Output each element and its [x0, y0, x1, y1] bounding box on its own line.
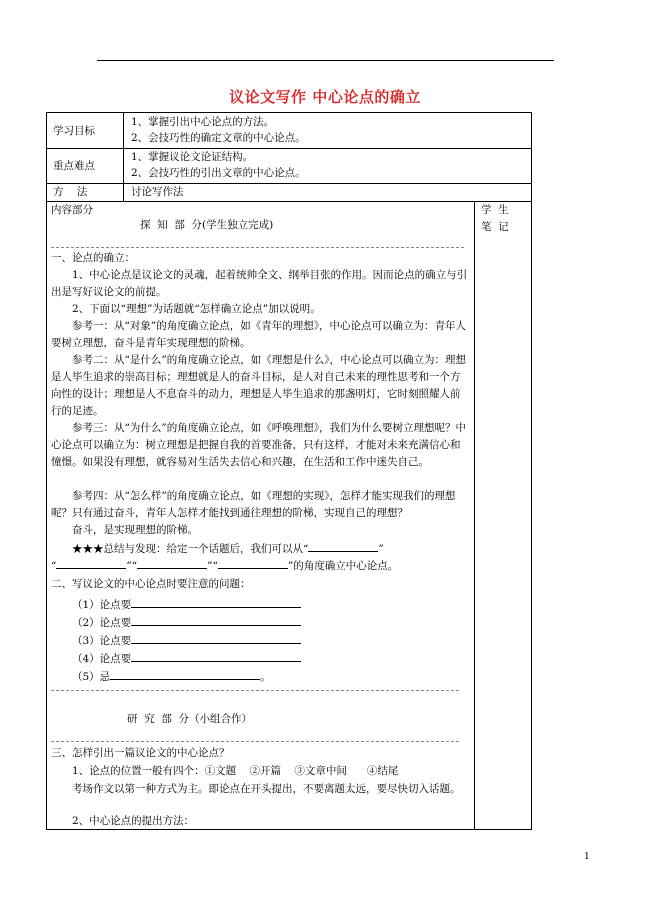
blank-field[interactable]: [137, 556, 207, 569]
blank-item: （3）论点要: [72, 631, 301, 649]
paragraph: 2、中心论点的提出方法：: [72, 815, 195, 827]
summary-quote: “: [51, 560, 57, 572]
section-separator: [51, 690, 459, 691]
blank-field[interactable]: [56, 556, 126, 569]
section-3-heading: 三、怎样引出一篇议论文的中心论点？: [51, 747, 230, 759]
notes-label-2: 笔 记: [481, 221, 509, 233]
blank-field[interactable]: [308, 539, 378, 552]
blank-field[interactable]: [131, 649, 301, 662]
method-value: 讨论写作法: [131, 186, 184, 198]
label-column-divider: [123, 113, 124, 201]
summary-line-2: [51, 556, 398, 574]
reference-2: 参考二：从“是什么”的角度确立论点，如《理想是什么》，中心论点可以确立为：理想是人毕生追求的崇高目标；理想就是人的奋斗目标，是人对自己未来的理性思考和一个方向性的设计；理想是人不息奋斗的动力，理想是人毕生追求的那盏明灯，它时刻照耀人前行的足迹。: [51, 354, 466, 417]
explore-heading: 探 知 部 分(学生独立完成): [140, 219, 274, 231]
reference-1: 参考一：从“对象”的角度确立论点，如《青年的理想》，中心论点可以确立为：青年人要树立理想，奋斗是青年实现理想的阶梯。: [51, 320, 466, 349]
paragraph: 1、中心论点是议论文的灵魂，起着统帅全文、纲举目张的作用。因而论点的确立与引出是写好议论文的前提。: [51, 269, 468, 298]
blank-item: （4）论点要: [72, 649, 301, 667]
section-separator: [51, 741, 459, 742]
header-rule: [97, 60, 554, 61]
content-label: 内容部分: [51, 204, 93, 216]
reference-4-conclusion: 奋斗，是实现理想的阶梯。: [72, 524, 198, 536]
row-divider: [47, 183, 531, 184]
key-label: 重点难点: [53, 160, 95, 172]
summary-quote: ”“: [126, 560, 138, 572]
paragraph: 考场作文以第一种方式为主。即论点在开头提出，不要离题太远，要尽快切入话题。: [72, 783, 461, 795]
research-heading: 研 究 部 分（小组合作）: [127, 713, 253, 725]
key-item-2: 2、会技巧性的引出文章的中心论点。: [131, 167, 306, 179]
blank-field[interactable]: [131, 613, 301, 626]
page-number: 1: [584, 852, 590, 862]
row-divider: [47, 148, 531, 149]
lesson-table: [46, 112, 532, 830]
paragraph: 1、论点的位置一般有四个：①文题 ②开篇 ③文章中间 ④结尾: [72, 765, 399, 777]
blank-item: （5）忌 。: [72, 667, 271, 685]
summary-text: ”的角度确立中心论点。: [287, 560, 399, 572]
blank-field[interactable]: [218, 556, 288, 569]
goal-label: 学习目标: [53, 125, 95, 137]
page-title: 议论文写作 中心论点的确立: [229, 88, 421, 106]
summary-quote: ”: [378, 543, 384, 555]
notes-column-divider: [474, 201, 475, 829]
goal-item-1: 1、掌握引出中心论点的方法。: [131, 116, 275, 128]
blank-item: （1）论点要: [72, 595, 301, 613]
notes-label-1: 学 生: [481, 204, 509, 216]
summary-quote: ”“: [207, 560, 218, 572]
summary-line-1: [72, 539, 384, 557]
goal-item-2: 2、会技巧性的确定文章的中心论点。: [131, 132, 306, 144]
blank-field[interactable]: [131, 631, 301, 644]
blank-item: （2）论点要: [72, 613, 301, 631]
reference-3: 参考三：从“为什么”的角度确立论点，如《呼唤理想》，我们为什么要树立理想呢？中心论点可以确立为：树立理想是把握自我的首要准备，只有这样，才能对未来充满信心和憧憬。如果没有理想，就容易对生活失去信心和兴趣，在生活和工作中迷失自己。: [51, 422, 466, 468]
reference-4: 参考四：从“怎么样”的角度确立论点，如《理想的实现》，怎样才能实现我们的理想呢？只有通过奋斗，青年人怎样才能找到通往理想的阶梯，实现自己的理想？: [51, 490, 456, 519]
method-label: 方 法: [53, 186, 88, 198]
section-2-heading: 二、写议论文的中心论点时要注意的问题：: [51, 578, 251, 590]
paragraph: 2、下面以“理想”为话题就“怎样确立论点”加以说明。: [72, 303, 321, 315]
blank-field[interactable]: [110, 667, 260, 680]
key-item-1: 1、掌握议论文论证结构。: [131, 151, 254, 163]
row-divider: [47, 201, 531, 202]
section-separator: [51, 247, 464, 248]
blank-field[interactable]: [131, 595, 301, 608]
summary-text: ★★★总结与发现：给定一个话题后，我们可以从“: [72, 543, 309, 555]
section-1-heading: 一、论点的确立：: [51, 252, 135, 264]
